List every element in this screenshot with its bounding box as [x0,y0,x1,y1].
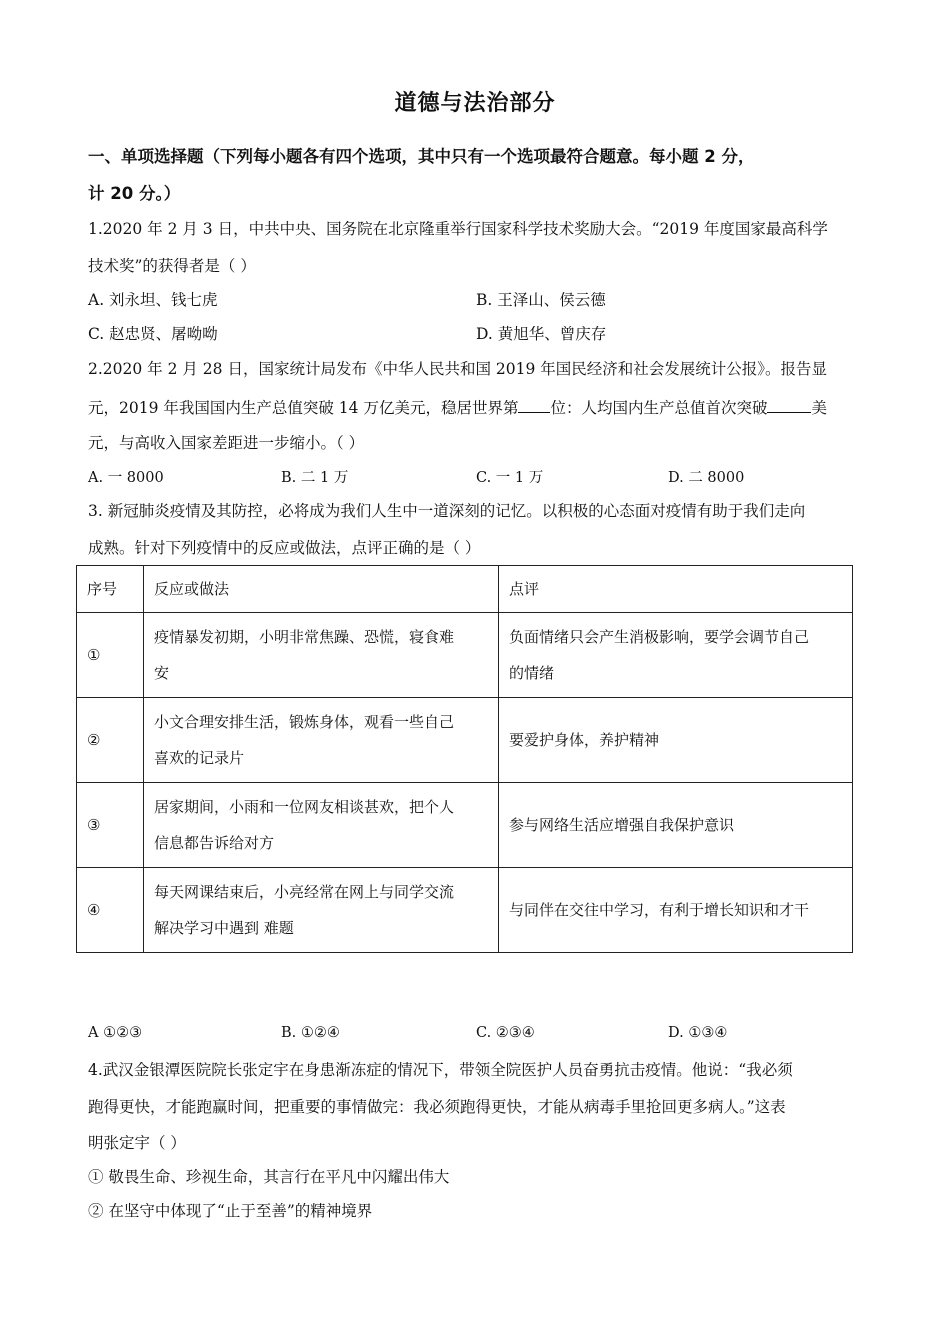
q2-option-a: A. 一 8000 [88,470,164,486]
row-number: ② [77,698,144,783]
q1-option-c: C. 赵忠贤、屠呦呦 [88,325,218,343]
q2-option-c: C. 一 1 万 [476,470,544,486]
section-heading: 一、单项选择题（下列每小题各有四个选项，其中只有一个选项最符合题意。每小题 2 分， [88,147,755,166]
row-number: ① [77,613,144,698]
q2-text-b: 位：人均国内生产总值首次突破 [550,399,768,417]
q3-option-b: B. ①②④ [281,1025,340,1041]
table-row [77,868,853,953]
answer-blank [767,398,811,413]
header-action: 反应或做法 [144,566,499,613]
q1-option-a: A. 刘永坦、钱七虎 [88,291,218,309]
answer-blank [518,398,550,413]
row-comment: 负面情绪只会产生消极影响，要学会调节自己 的情绪 [499,613,853,698]
q3-option-d: D. ①③④ [668,1025,728,1041]
table-row [77,698,853,783]
q2-stem-cont [88,396,827,418]
q2-stem-end: 元，与高收入国家差距进一步缩小。（ ） [88,434,365,452]
table-row [77,613,853,698]
q3-stem: 3. 新冠肺炎疫情及其防控，必将成为我们人生中一道深刻的记忆。以积极的心态面对疫情有助于我们走向 [88,502,806,520]
row-action: 居家期间，小雨和一位网友相谈甚欢，把个人 信息都告诉给对方 [144,783,499,868]
q2-text-c: 美 [811,399,827,417]
row-comment: 要爱护身体，养护精神 [499,698,853,783]
row-number: ④ [77,868,144,953]
q2-option-d: D. 二 8000 [668,470,745,486]
row-action: 小文合理安排生活，锻炼身体，观看一些自己 喜欢的记录片 [144,698,499,783]
row-comment: 参与网络生活应增强自我保护意识 [499,783,853,868]
q2-stem: 2.2020 年 2 月 28 日，国家统计局发布《中华人民共和国 2019 年国民经济和社会发展统计公报》。报告显 [88,360,828,378]
row-number: ③ [77,783,144,868]
table-row [77,783,853,868]
q4-stem-cont: 跑得更快，才能跑赢时间，把重要的事情做完：我必须跑得更快，才能从病毒手里抢回更多病人。”这表 [88,1098,786,1116]
section-heading-cont: 计 20 分。） [88,184,181,203]
table-header-row [77,566,853,613]
page-title: 道德与法治部分 [394,91,556,116]
header-comment: 点评 [499,566,853,613]
q1-option-b: B. 王泽山、侯云德 [476,291,606,309]
row-action: 疫情暴发初期，小明非常焦躁、恐慌，寝食难 安 [144,613,499,698]
q3-stem-cont: 成熟。针对下列疫情中的反应或做法，点评正确的是（ ） [88,539,481,557]
q4-stem: 4.武汉金银潭医院院长张定宇在身患渐冻症的情况下，带领全院医护人员奋勇抗击疫情。他说：“我必须 [88,1061,793,1079]
q1-option-d: D. 黄旭华、曾庆存 [476,325,607,343]
q4-statement-1: ① 敬畏生命、珍视生命，其言行在平凡中闪耀出伟大 [88,1168,450,1186]
q1-stem: 1.2020 年 2 月 3 日，中共中央、国务院在北京隆重举行国家科学技术奖励大会。“2019 年度国家最高科学 [88,220,828,238]
q2-option-b: B. 二 1 万 [281,470,349,486]
row-action: 每天网课结束后，小亮经常在网上与同学交流 解决学习中遇到 难题 [144,868,499,953]
q2-text-a: 元，2019 年我国国内生产总值突破 14 万亿美元，稳居世界第 [88,399,519,417]
q1-stem-cont: 技术奖”的获得者是（ ） [88,257,256,275]
q3-option-c: C. ②③④ [476,1025,535,1041]
q4-stem-end: 明张定宇（ ） [88,1134,186,1152]
row-comment: 与同伴在交往中学习，有利于增长知识和才干 [499,868,853,953]
response-table [76,565,853,953]
q3-option-a: A ①②③ [88,1025,143,1041]
header-number: 序号 [77,566,144,613]
q4-statement-2: ② 在坚守中体现了“止于至善”的精神境界 [88,1202,373,1220]
